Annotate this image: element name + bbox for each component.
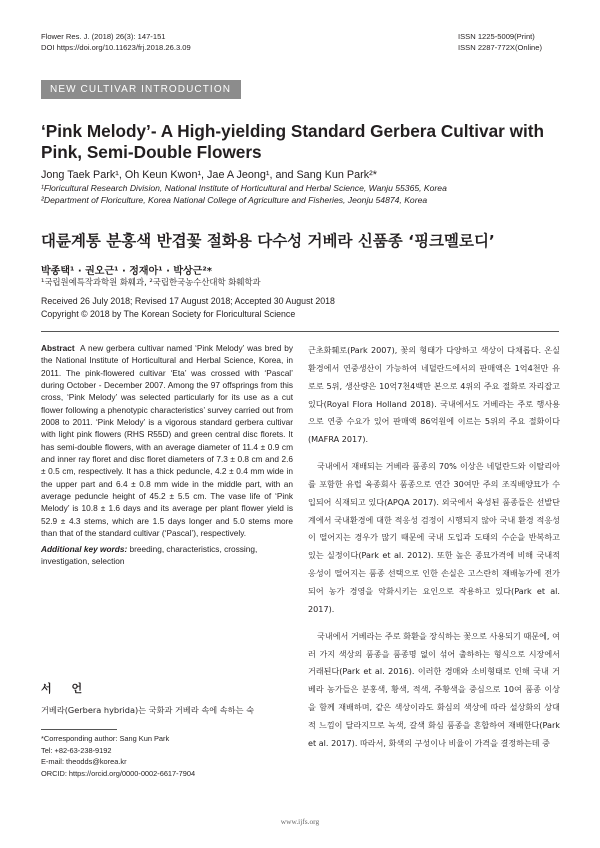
abstract-text: A new gerbera cultivar named ‘Pink Melody’ was bred by the National Institute of Horticultural and Herbal Science, Korea, in 2011. The pink-flowered cultivar ‘Eta’ was crossed with ‘Pascal’ during October - December 2007. Among the 97 offsprings from this cross, ‘Pink Melody’ was selected particularly for its use as a cut flower following a phenotypic characteristics’ survey carried out from 2008 to 2011. ‘Pink Melody’ is a vigorous standard gerbera cultivar with light pink flowers (RHS R55D) and green central disc florets. It has semi-double flowers, with an average diameter of 11.4 ± 0.9 cm and inner ray floret and disc floret diameters of 7.3 ± 0.8 cm and 2.6 ± 0.5 cm, respectively. It has a thick peduncle, 4.2 ± 0.4 mm wide in the upper part and 6.4 ± 0.8 mm wide in the middle part, with an average peduncle height of 45.2 ± 5.5 cm. The vase life of ‘Pink Melody’ is 10.8 ± 1.6 days and its average per plant flower yield is 52.9 ± 4.3 stems, which are 1.5 days longer and 5.0 stems more than that of the standard cultivar (‘Pascal’), respectively.: [41, 343, 293, 539]
intro-paragraph-1: 근초화훼로(Park 2007), 꽃의 형태가 다양하고 색상이 다채롭다. 온실환경에서 연중생산이 가능하여 네덜란드에서의 판매액은 1억4천만 유로로 5위, 생산량은 10억7천4백만 본으로 4위의 주요 절화로 자리잡고 있다(Royal Flora Holland 2018). 국내에서도 거베라는 주로 행사용으로 연중 수요가 있어 판매액 86억원에 이르는 5위의 주요 절화이다(MAFRA 2017).: [308, 345, 560, 445]
received-dates: Received 26 July 2018; Revised 17 August 2018; Accepted 30 August 2018: [41, 296, 335, 306]
korean-authors: 박종택¹ · 권오근¹ · 정재아¹ · 박상근²*: [41, 266, 212, 277]
footnote-divider: [41, 729, 117, 730]
issn-print: ISSN 1225-5009(Print): [458, 32, 535, 41]
copyright-notice: Copyright © 2018 by The Korean Society for Floricultural Science: [41, 309, 296, 319]
affiliation-1: ¹Floricultural Research Division, National Institute of Horticultural and Herbal Science, Wanju 55365, Korea: [41, 183, 447, 193]
issn-online: ISSN 2287-772X(Online): [458, 43, 542, 52]
article-title: ‘Pink Melody’- A High-yielding Standard Gerbera Cultivar with Pink, Semi-Double Flowers: [41, 121, 544, 162]
article-category-banner: NEW CULTIVAR INTRODUCTION: [41, 80, 241, 99]
header-divider: [41, 331, 559, 332]
footnote-orcid[interactable]: ORCID: https://orcid.org/0000-0002-6617-7904: [41, 768, 196, 778]
article-history: [41, 295, 335, 321]
footnote-author: *Corresponding author: Sang Kun Park: [41, 734, 170, 743]
journal-url-footer[interactable]: www.ijfs.org: [280, 817, 320, 826]
left-column: [41, 342, 293, 567]
keywords: [41, 543, 293, 568]
issn-block: [458, 31, 542, 53]
affiliation-2: ²Department of Floriculture, Korea National College of Agriculture and Fisheries, Jeonju 54874, Korea: [41, 195, 428, 205]
author-list: Jong Taek Park¹, Oh Keun Kwon¹, Jae A Jeong¹, and Sang Kun Park²*: [41, 169, 377, 181]
korean-affiliation: ¹국립원예특작과학원 화훼과, ²국립한국농수산대학 화훼학과: [41, 277, 261, 287]
abstract-label: Abstract: [41, 343, 75, 353]
corresponding-author-footnote: [41, 733, 195, 779]
intro-paragraph-2: 국내에서 재배되는 거베라 품종의 70% 이상은 네덜란드와 이탈리아를 포함한 유럽 육종회사 품종으로 연간 30여만 주의 조직배양묘가 수입되어 식재되고 있다(APQA 2017). 외국에서 육성된 품종들은 선발단계에서 국내환경에 대한 적응성 검정이 시행되지 않아 국내 환경 적응성이 떨어지는 경우가 많기 때문에 국내 도입과 도태의 수순을 반복하고 있는 실정이다(Park et al. 2012). 또한 높은 종묘가격에 비해 국내적응성이 떨어지는 품종 선택으로 인한 손실은 고스란히 재배농가에 전가되어 농가 경영을 악화시키는 요인으로 작용하고 있다(Park et al. 2017).: [308, 461, 560, 614]
keywords-text: breeding, characteristics, crossing, investigation, selection: [41, 543, 258, 566]
intro-paragraph-start: 거베라(Gerbera hybrida)는 국화과 거베라 속에 속하는 숙: [41, 705, 255, 715]
keywords-label: Additional key words:: [41, 543, 128, 554]
footnote-tel: Tel: +82-63-238-9192: [41, 745, 112, 755]
journal-citation: Flower Res. J. (2018) 26(3): 147-151: [41, 32, 166, 41]
section-heading-introduction: 서 언: [41, 682, 91, 695]
right-column: [308, 342, 560, 753]
footnote-email[interactable]: E-mail: theodds@korea.kr: [41, 757, 127, 767]
doi-link[interactable]: DOI https://doi.org/10.11623/frj.2018.26.3.09: [41, 43, 191, 52]
intro-paragraph-3: 국내에서 거베라는 주로 화환을 장식하는 꽃으로 사용되기 때문에, 여러 가지 색상의 품종을 품종명 없이 섞어 출하하는 형식으로 시장에서 거래된다(Park et al. 2016). 이러한 경매와 소비형태로 인해 국내 거베라 농가들은 분홍색, 황색, 적색, 주황색을 중심으로 10여 품종 이상을 함께 재배하며, 같은 색상이라도 화심의 색상에 따라 설상화의 상대적 느낌이 달라지므로 녹색, 갈색 화심 품종을 혼합하여 재배한다(Park et al. 2017). 따라서, 화색의 구성이나 비율이 가격을 결정하는데 중: [308, 630, 560, 748]
abstract: [41, 342, 293, 540]
korean-title: 대륜계통 분홍색 반겹꽃 절화용 다수성 거베라 신품종 ‘핑크멜로디’: [41, 232, 495, 250]
journal-header: [41, 31, 191, 53]
